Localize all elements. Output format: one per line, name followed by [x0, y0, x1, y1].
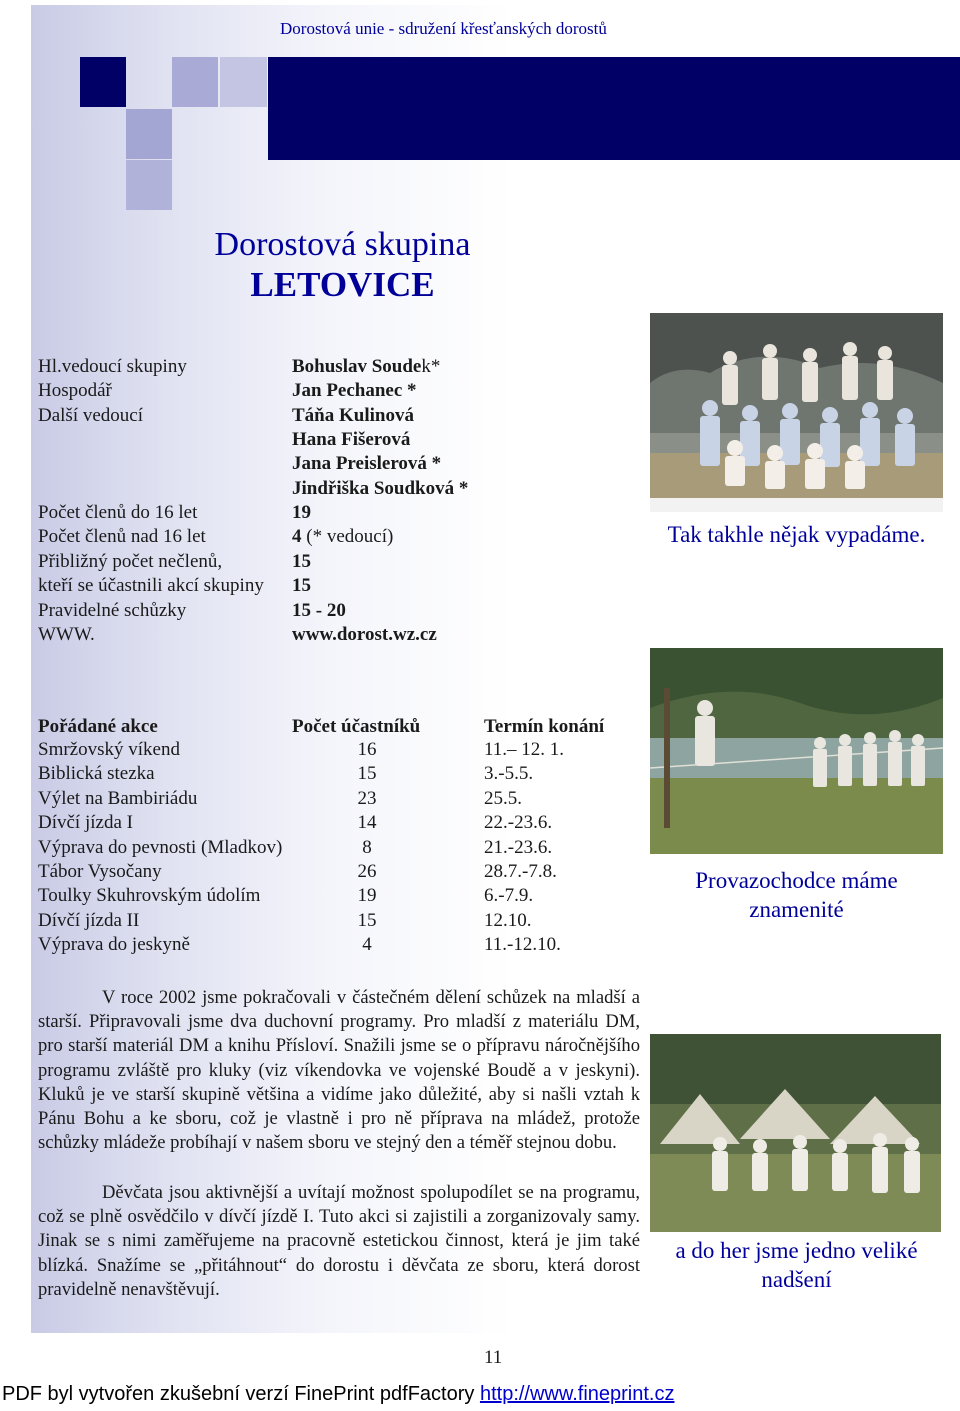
event-participants: 4 [362, 934, 372, 955]
event-date: 28.7.-7.8. [484, 861, 557, 882]
header-bar [268, 57, 960, 160]
event-participants: 19 [357, 885, 377, 906]
photo-tightrope-image [650, 648, 943, 854]
leader-value: Bohuslav Soudek* [292, 356, 441, 377]
page-subtitle: LETOVICE [250, 265, 435, 304]
photo-group-rock-caption: Tak takhle nějak vypadáme. [667, 522, 926, 547]
event-name: Tábor Vysočany [38, 861, 162, 882]
event-date: 21.-23.6. [484, 837, 553, 858]
event-name: Smržovský víkend [38, 739, 180, 760]
event-name: Výprava do jeskyně [38, 934, 190, 955]
event-participants: 14 [357, 812, 377, 833]
leader-label: Hl.vedoucí skupiny [38, 356, 187, 377]
www-label: WWW. [38, 624, 95, 645]
event-date: 11.-12.10. [484, 934, 561, 955]
nonmembers-label: Přibližný počet nečlenů, [38, 551, 223, 572]
event-date: 6.-7.9. [484, 885, 534, 906]
meetings-value: 15 - 20 [292, 600, 346, 621]
event-participants: 16 [357, 739, 377, 760]
event-name: Dívčí jízda I [38, 812, 133, 833]
event-participants: 23 [357, 788, 377, 809]
members-under16-label: Počet členů do 16 let [38, 502, 198, 523]
body-paragraph-2: Děvčata jsou aktivnější a uvítají možnost spolupodílet se na programu, což se plně osvědčilo v dívčí jízdě I. Tuto akci si zajistili a zorganizovaly samy. Jinak se s nimi zaměřujeme na pracovně estetickou činnost, která je jim také blízká. Snažíme se „přitáhnout“ do dorostu i děvčata ze sboru, která dorost pravidelně nenavštěvují. [38, 1182, 640, 1300]
footer-link[interactable]: http://www.fineprint.cz [479, 1383, 675, 1405]
event-date: 12.10. [484, 910, 532, 931]
event-date: 3.-5.5. [484, 763, 534, 784]
photo-group-rock-image [650, 313, 943, 512]
decor-square [126, 160, 172, 210]
meetings-label: Pravidelné schůzky [38, 600, 187, 621]
event-participants: 15 [357, 763, 377, 784]
decor-square [220, 57, 267, 107]
events-header-date: Termín konání [484, 716, 605, 737]
decor-square [80, 57, 126, 107]
pdf-footer [2, 1383, 674, 1406]
page-title: Dorostová skupina [214, 226, 471, 263]
footer-text: PDF byl vytvořen zkušební verzí FinePrint pdfFactory [2, 1383, 480, 1405]
members-under16-value: 19 [292, 502, 311, 523]
photo-tightrope [650, 648, 943, 854]
photo-tightrope-caption: Provazochodce máme znamenité [695, 868, 898, 922]
event-name: Dívčí jízda II [38, 910, 140, 931]
event-date: 25.5. [484, 788, 522, 809]
decor-square [126, 109, 172, 159]
event-date: 11.– 12. 1. [484, 739, 565, 760]
header-org-name: Dorostová unie - sdružení křesťanských dorostů [280, 19, 607, 38]
attended-value: 15 [292, 575, 311, 596]
event-name: Výprava do pevnosti (Mladkov) [38, 837, 283, 858]
event-participants: 26 [357, 861, 377, 882]
event-participants: 8 [362, 837, 372, 858]
decor-square [172, 57, 218, 107]
other-leader: Jindřiška Soudková * [292, 478, 469, 499]
events-header-count: Počet účastníků [292, 716, 421, 737]
nonmembers-value: 15 [292, 551, 311, 572]
event-name: Biblická stezka [38, 763, 155, 784]
attended-label: kteří se účastnili akcí skupiny [38, 575, 264, 596]
page-number: 11 [484, 1347, 503, 1368]
members-over16-label: Počet členů nad 16 let [38, 526, 206, 547]
event-name: Toulky Skuhrovským údolím [38, 885, 261, 906]
event-date: 22.-23.6. [484, 812, 553, 833]
other-leader: Hana Fišerová [292, 429, 411, 450]
treasurer-label: Hospodář [38, 380, 112, 401]
other-leaders-label: Další vedoucí [38, 405, 144, 426]
treasurer-value: Jan Pechanec * [292, 380, 417, 401]
photo-camp-tents-caption: a do her jsme jedno veliké nadšení [675, 1238, 918, 1292]
events-header-name: Pořádané akce [38, 716, 158, 737]
www-link[interactable]: www.dorost.wz.cz [292, 624, 437, 645]
other-leader: Táňa Kulinová [292, 405, 414, 426]
event-participants: 15 [357, 910, 377, 931]
event-name: Výlet na Bambiriádu [38, 788, 198, 809]
photo-camp-tents-image [650, 1034, 941, 1232]
members-over16-value: 4 (* vedoucí) [292, 526, 394, 547]
photo-camp-tents [650, 1034, 941, 1232]
other-leader: Jana Preislerová * [292, 453, 442, 474]
photo-group-rock [650, 313, 943, 512]
body-paragraph-1: V roce 2002 jsme pokračovali v částečném dělení schůzek na mladší a starší. Připravovali jsme dva duchovní programy. Pro mladší z materiálu DM, pro starší materiál DM a knihu Přísloví. Snažili jsme se o přípravu náročnějšího programu zvláště pro kluky (viz víkendovka ve vojenské Boudě a v jeskyni). Kluků je ve starší skupině většina a vidíme jako důležité, aby si našli vztah k Pánu Bohu a ke sboru, což je vlastně i pro ně příprava na mládež, protože schůzky mládeže probíhají v našem sboru ve stejný den a téměř stejnou dobu. [38, 987, 640, 1154]
